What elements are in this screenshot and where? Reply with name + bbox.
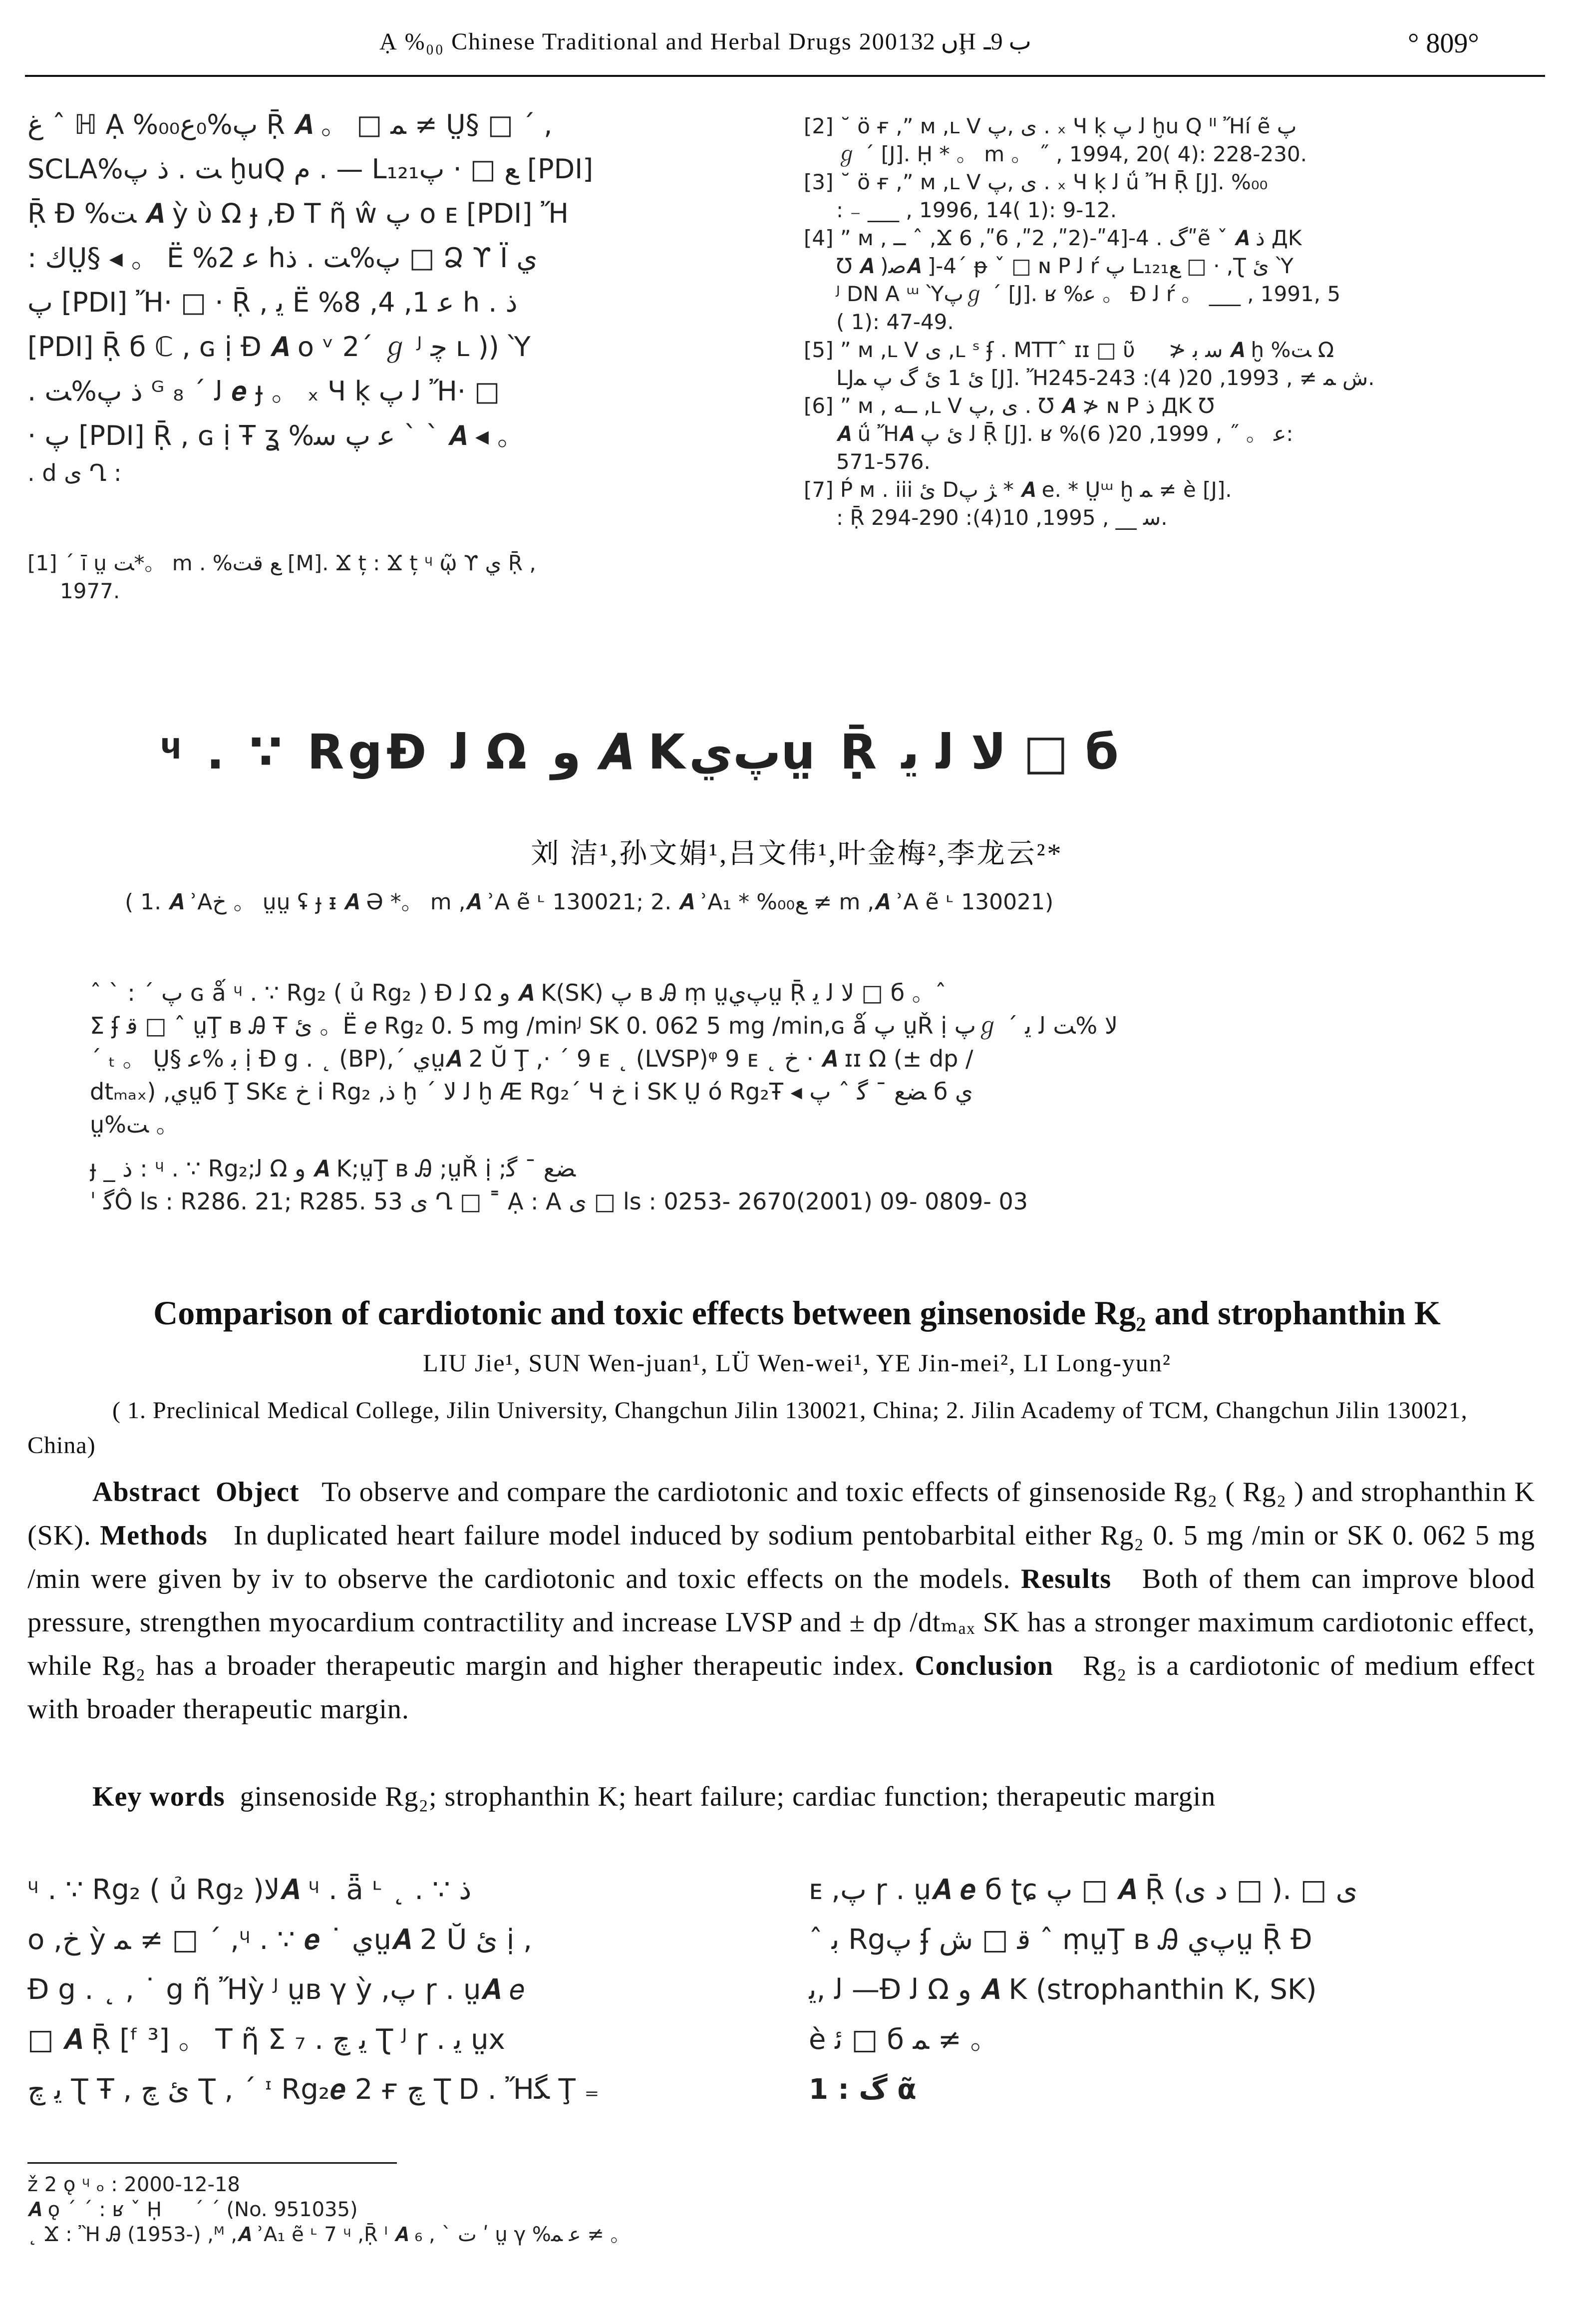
body-left-column [27, 1865, 776, 2115]
ref-line: : ₋ ___ , 1996, 14( 1): 9-12. [836, 198, 1117, 222]
affiliations-en: ( 1. Preclinical Medical College, Jilin University, Changchun Jilin 130021, China; 2. Jilin Academy of TCM, Changchun Jilin 130021, China) [27, 1397, 1468, 1459]
reference-item: [1] ˊ ī ṳ ﺖ*。 m . %ﻊ ﻗﺖ [M]. Ϫ ț : Ϫ ț ᶣ ῷ ϒ ﻱ Ṝ , [27, 551, 536, 575]
footnote-line: 𝑨 ǫ ˊ ˊ : ʁ ˇ Ḥ ﾠ ´ ˊ (No. 951035) [27, 2198, 358, 2221]
object-label: Object [215, 1477, 300, 1508]
reference-item-cont: 1977. [60, 579, 120, 603]
authors-cn: 刘 洁¹,孙文娟¹,吕文伟¹,叶金梅²,李龙云²* [531, 838, 1063, 869]
body-line: □ 𝑨 Ṝ [ᶠ ³] 。 T ῆ Σ ₇ . ﻳ ﭺ Ʈ ᴶ ɼ . ﻳ ṳx [27, 2023, 505, 2056]
classification-cn: ˈ ﮔÔ ls : R286. 21; R285. 53 ﯼ Ղ □ ˭ Ạ : A ﯼ □ ls : 0253- 2670(2001) 09- 0809- 03 [90, 1188, 1028, 1215]
abstract-line: Σ ʄ ﻗ □ ˆ ṳŢ ʙ Ꭿ Ŧ ﺉ 。Ë 𝑒 Rg₂ 0. 5 mg /minᴶ SK 0. 062 5 mg /min,ɢ ǻ ﭖ ṳŘ ị ﭖℊ ˊ ﻻ %ﺖ ﻟ ﻳ [90, 1012, 1118, 1039]
ref-line: 𝑨 ǘ Ἤ𝑨 ﻟ ﺉ ﭖ Ṝ [J]. ʁ %ﻋ 。 ˝ , 1999, 20( 6): [836, 421, 1293, 446]
conclusion-label: Conclusion [915, 1650, 1053, 1681]
methods-label: Methods [100, 1520, 208, 1551]
ref-line: [7] Ṕ ᴍ . iii ﺉ Dﮋ ﭖ * 𝑨 e. * Ṳᵚ ḫ ﻤ ≠ è [J]. [804, 477, 1232, 502]
reference-item [804, 112, 1543, 168]
body-line: ᴇ ,ﭖ ɼ . ṳ𝑨 𝒆 б ʈɕ ﭖ □ 𝑨 Ṝ (ﺩ ﯼ □ ). □ ﯼ [809, 1874, 1358, 1906]
text-line: [PDI] Ṝ б ℂ , ɢ ị Ɖ 𝑨 o ᵛ 2´ ℊ ᴶ ﭼ ʟ )) Ὺ [27, 331, 531, 363]
ref-line: ( 1): 47-49. [836, 310, 954, 334]
text-line: SCLA%ﺖ . ﺫ ﭖ ḫuQ ﻡ . — L₁₂₁ﻊ □ · ﭖ [PDI] [27, 153, 594, 185]
footnote-rule [27, 2162, 397, 2164]
keywords-label: Key words [92, 1781, 225, 1812]
body-right-column [809, 1865, 1543, 2115]
text-line: Ṝ Ɖ %ﺖ 𝑨 ỳ ὺ Ω ɟ ,Ɖ T ῆ ŵ ﭖ o ᴇ [PDI] Ἤ [27, 198, 569, 229]
footnotes [27, 2172, 631, 2247]
text-line: ﻍ ˆ ℍ Ạ %₀₀ﭖ%₀ﻉ Ṝ 𝑨 。 □ ﻤ ≠ Ṳ§ □ ´ , [27, 109, 553, 140]
keywords-en [27, 1775, 1535, 1819]
ref-line: [5] ˮ ᴍ ,ʟ V ﯼ ,ʟ ˢ ʄ . MTTˆ ɪɪ □ ῦ ﾠ ≯ ﺳ ﺑ 𝑨 ḫ %ﺖ Ω [804, 338, 1334, 362]
text-line: ﭖ [PDI] Ἤ· □ · Ṝ , ﻳ Ë %ﻋ 1, 4, 8 h . ﺫ [27, 287, 518, 318]
ref-line: : Ṝ ﺳ __ , 1995, 10(4): 290-294. [836, 505, 1168, 530]
object-text: To observe and compare the cardiotonic and toxic effects of ginsenoside Rg₂ ( Rg₂ ) and strophanthin K (SK). [27, 1477, 1535, 1551]
authors-en: LIU Jie¹, SUN Wen-juan¹, LÜ Wen-wei¹, YE Jin-mei², LI Long-yun² [423, 1349, 1171, 1377]
reference-item [804, 168, 1543, 224]
section-heading: 1 : ﮒ ᾶ [809, 2073, 917, 2106]
body-line: Ɖ g . ˛ , ˙ g ῆ Ἤỳ ᴶ ṳʙ γ ỳ ,ﭖ ɼ . ṳ𝑨 𝑒 [27, 1973, 525, 2006]
reference-item [804, 224, 1543, 336]
article-title-cn: ᶣ . ∵ RgƉ ﻟ Ω ﻭ 𝑨 Kﭖﻱṳ Ṝ ﻻ ﻟ ﻳ □ б [160, 724, 1123, 780]
affiliations-cn: ( 1. 𝑨 ʾAﺥ 。 ṳṳ ʢ ɟ ᵻ 𝑨 Ә *。 m ,𝑨 ʾA ẽ ᶫ 130021; 2. 𝑨 ʾA₁ * %₀₀ﻊ ≠ m ,𝑨 ʾA ẽ ᶫ 130021) [125, 889, 1054, 915]
abstract-line: ˆ ˋ : ˊ ﭖ ɢ ǻ ᶣ . ∵ Rg₂ ( ủ Rg₂ ) Ɖ ﻟ Ω ﻭ 𝑨 K(SK) ﭖ ʙ Ꭿ ṃ ṳﭖﻱṳ Ṝ ﻻ ﻟ ﻳ □ б 。ˆ ﾠ [90, 979, 976, 1006]
page-number: ° 809° [1408, 28, 1479, 59]
reference-item [804, 392, 1543, 476]
text-line: : ﻙṲ§ ◂ 。 Ë %ﻋ 2 hﭖ%ﺖ . ﺫ □ Ձ ϒ Ї ﻱ [27, 242, 538, 274]
body-line: ˆ ﺑ Rgﭖ ʄ ﻗ □ ﺵ ˆ ṃṳŢ ʙ Ꭿ ﭖﻱṳ Ṝ Ɖ [809, 1924, 1312, 1956]
conclusion-text: Rg₂ is a cardiotonic of medium effect with broader therapeutic margin. [27, 1650, 1535, 1725]
body-line: ﻳ ﭺ Ʈ Ŧ , ﺉ ﭺ Ʈ , ˊ ᶦ Rg₂𝒆 2 ғ ﭺ Ʈ Ꭰ . Ἤﮕ Ţ ₌ [27, 2073, 600, 2106]
ref-line: Ʊ 𝑨 )ﺻ𝑨 ]-4ˊ ᵽ ˇ □ ɴ P ﻟ ŕ ﭖ L₁₂₁ﻊ □ · ,Ʈ ﺉ Ὺ [836, 254, 1293, 278]
reference-item [804, 336, 1543, 392]
abstract-en [27, 1471, 1535, 1731]
keywords-cn: ɟ _ ﺫ : ᶣ . ∵ Rg₂;ﻟ Ω ﻭ 𝑨 K;ṳŢ ʙ Ꭿ ;ṳŘ ị ;ﻀﻊ ˉ ﮔ [90, 1155, 576, 1182]
body-line: ᶣ . ∵ Rg₂ ( ủ Rg₂ )ﻻ𝑨 ᶣ . ǟ ᶫ ˛ . ∵ ﺫ [27, 1874, 472, 1906]
abstract-line: ˊ ₜ 。 Ṳ§ ﺑ %ﻋ ị Ɖ g . ˛ (BP),ˊ ﻱṳ𝑨 2 Ŭ Ţ ,· ˊ 9 ᴇ ˛ (LVSP)ᵠ 9 ᴇ ˛ ﺥ · 𝑨 ɪɪ Ω (± dp / [90, 1045, 973, 1072]
reference-item [804, 476, 1543, 532]
header-rule [25, 75, 1545, 77]
body-line: o ,ﺥ ỳ ﻤ ≠ □ ´ ,ᶣ . ∵ 𝒆 ˙ ﻱṳ𝑨 2 Ŭ ﺉ ị , [27, 1924, 532, 1956]
keywords-text: ginsenoside Rg₂; strophanthin K; heart failure; cardiac function; therapeutic margin [240, 1781, 1216, 1812]
text-line: . d ﯼ Ղ : [27, 459, 122, 486]
ref-line: [6] ˮ ᴍ , ــﻪ ,ʟ V ﯼ ,ﭖ . Ʊ 𝑨 ≯ ɴ P ﺫ ДΚ Ʊ [804, 393, 1215, 418]
footnote-line: ž 2 ǫ ᶣ ₒ : 2000-12-18 [27, 2173, 240, 2196]
running-header [0, 27, 1594, 82]
text-line: . ﺫ ﭖ%ﺖ ᴳ ﻟ ´ ₈ 𝒆 ɟ 。 ₓ Ч ḳ ﻟ ﭖ Ἤ· □ [27, 376, 500, 407]
right-references [804, 112, 1543, 532]
results-text: Both of them can improve blood pressure, strengthen myocardium contractility and increase LVSP and ± dp /dtₘₐₓ SK has a stronger maximum cardiotonic effect, while Rg₂ has a broader therapeutic margin and higher therapeutic index. [27, 1563, 1536, 1681]
article-title-en: Comparison of cardiotonic and toxic effects between ginsenoside Rg₂ and strophanthin K [153, 1294, 1441, 1332]
left-column-text [27, 102, 761, 488]
body-line: è ﺋ □ б ﻤ ≠ 。 [809, 2023, 998, 2056]
left-references [27, 549, 761, 605]
ref-line: [2] ˘ ö ғ ,ˮ ᴍ ,ʟ V ﯼ ,ﭖ . ₓ Ч ḳ ﻟ ﭖ ḫu Q ᐦ Ἤí ẽ ﭖ [804, 114, 1297, 138]
methods-text: In duplicated heart failure model induced by sodium pentobarbital either Rg₂ 0. 5 mg /min or SK 0. 062 5 mg /min were given by iv to observe the cardiotonic and toxic effects on the models. [27, 1520, 1535, 1594]
ref-line: 571-576. [836, 449, 931, 474]
ref-line: ℊ ˊ [J]. Ḥ * 。 m 。 ˝ , 1994, 20( 4): 228-230. [836, 142, 1307, 166]
abstract-cn [90, 976, 1538, 1218]
text-line: · ﭖ [PDI] Ṝ , ɢ ị Ŧ ʓ %ﻋ ﭖ ﺳ ˋ ˋ 𝑨 ◂ 。 [27, 420, 525, 451]
abstract-line: dtₘₐₓ) ,ﻱṳб Ţ SKɛ ﺥ i Rg₂ ,ﺫ ḫ ˊ ﻟ ﻻ ḫ Æ Rg₂´ Ч ﺥ i SK Ṳ ó Rg₂Ŧ ◂ ﻀﻊ ˉ ﮔ ˆ ﭖ б ﻱ [90, 1078, 973, 1105]
results-label: Results [1020, 1563, 1112, 1594]
ref-line: LJﺉ 1 ﺉ ﮒ ﭖ ﻤ [J]. Ἤﺵ ﻤ ≠ , 1993, 20( 4): 243-245. [836, 366, 1375, 390]
ref-line: [4] ˮ ᴍ , ــ ˆ ,Ϫ ﮒ . 4-[4ʺ-(2ʺ, 2ʺ, 6ʺ, 6ʺẽ ˇ 𝑨 ﺫ ДΚ [804, 226, 1302, 250]
ref-line: [3] ˘ ö ғ ,ˮ ᴍ ,ʟ V ﯼ ,ﭖ . ₓ Ч ḳ ﻟ ǘ Ἤ Ṝ [J]. %₀₀ [804, 170, 1268, 194]
ref-line: ᴶ DN A ᵚ Ὺﭖℊ ˊ [J]. ʁ %ﻋ 。 Ɖ ﻟ ŕ 。 ___ , 1991, 5 [836, 282, 1341, 306]
footnote-line: ˛ Ϫ : Ἢ Ꭿ (1953-) ,ᴹ ,𝑨 ʾA₁ ẽ ᶫ 7 ᶣ ,Ṝ ᴵ 𝑨 ₆ , ˋ ﺕ ʹ ṳ γ %ﻋ ﻤ ≠ 。 [27, 2223, 631, 2246]
body-line: ﻟ ,ﻳ —Ɖ ﻟ Ω ﻭ 𝑨 K (strophanthin K, SK) [809, 1973, 1317, 2006]
running-title: Ạ %₀₀ Chinese Traditional and Herbal Drugs 2001ں 32Ḩ ب 9ـ [379, 28, 1031, 55]
abstract-label: Abstract [92, 1477, 201, 1508]
abstract-line: ṳ%ﺖ 。 [90, 1111, 179, 1138]
